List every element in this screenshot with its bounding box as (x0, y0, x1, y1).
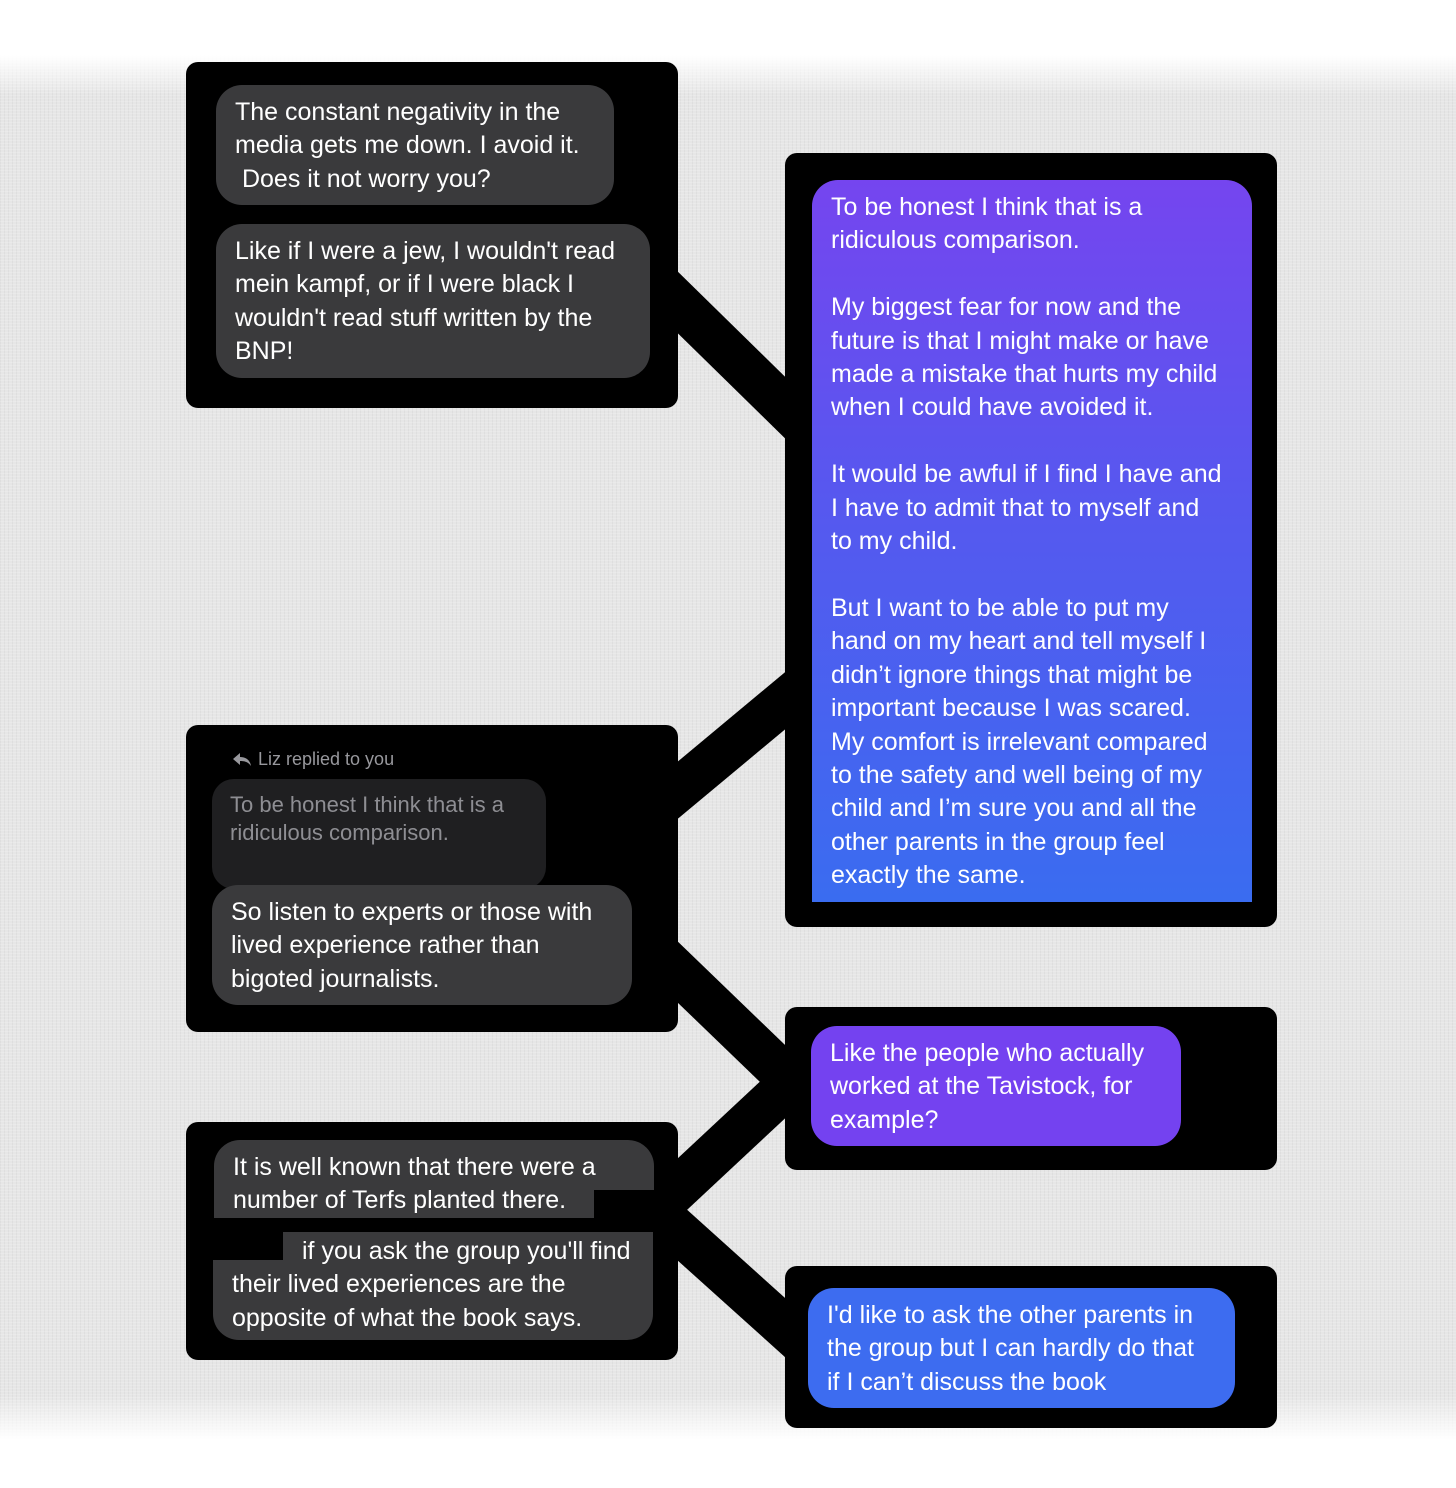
reply-arrow-icon (232, 752, 252, 768)
message-bubble-comparison: Like if I were a jew, I wouldn't read mein kampf, or if I were black I wouldn't read stuff written by the BNP! (216, 224, 650, 378)
reply-label-text: Liz replied to you (258, 749, 395, 769)
message-bubble-negativity: The constant negativity in the media gets me down. I avoid it. Does it not worry you? (216, 85, 614, 205)
message-bubble-tavistock: Like the people who actually worked at the Tavistock, for example? (811, 1026, 1181, 1146)
quoted-message[interactable]: To be honest I think that is a ridiculous comparison. (212, 779, 546, 889)
redaction-block-1 (594, 1190, 654, 1222)
message-bubble-honest-reply: To be honest I think that is a ridiculous comparison. My biggest fear for now and the future is that I might make or have made a mistake that hurts my child when I could have avoided it. It would be awful if I find I have and I have to admit that to myself and to my child. But I want to be able to put my hand on my heart and tell myself I didn’t ignore things that might be important because I was scared. My comfort is irrelevant compared to the safety and well being of my child and I’m sure you and all the other parents in the group feel exactly the same. (812, 180, 1252, 902)
reply-indicator (232, 749, 394, 770)
message-bubble-lived-experiences: if you ask the group you'll find their lived experiences are the opposite of what the book says. (213, 1232, 653, 1340)
message-bubble-terfs: It is well known that there were a number of Terfs planted there. (214, 1140, 654, 1218)
message-bubble-ask-parents: I'd like to ask the other parents in the group but I can hardly do that if I can’t discuss the book (808, 1288, 1235, 1408)
redaction-block-2 (213, 1232, 283, 1260)
message-bubble-listen-experts: So listen to experts or those with lived experience rather than bigoted journalists. (212, 885, 632, 1005)
